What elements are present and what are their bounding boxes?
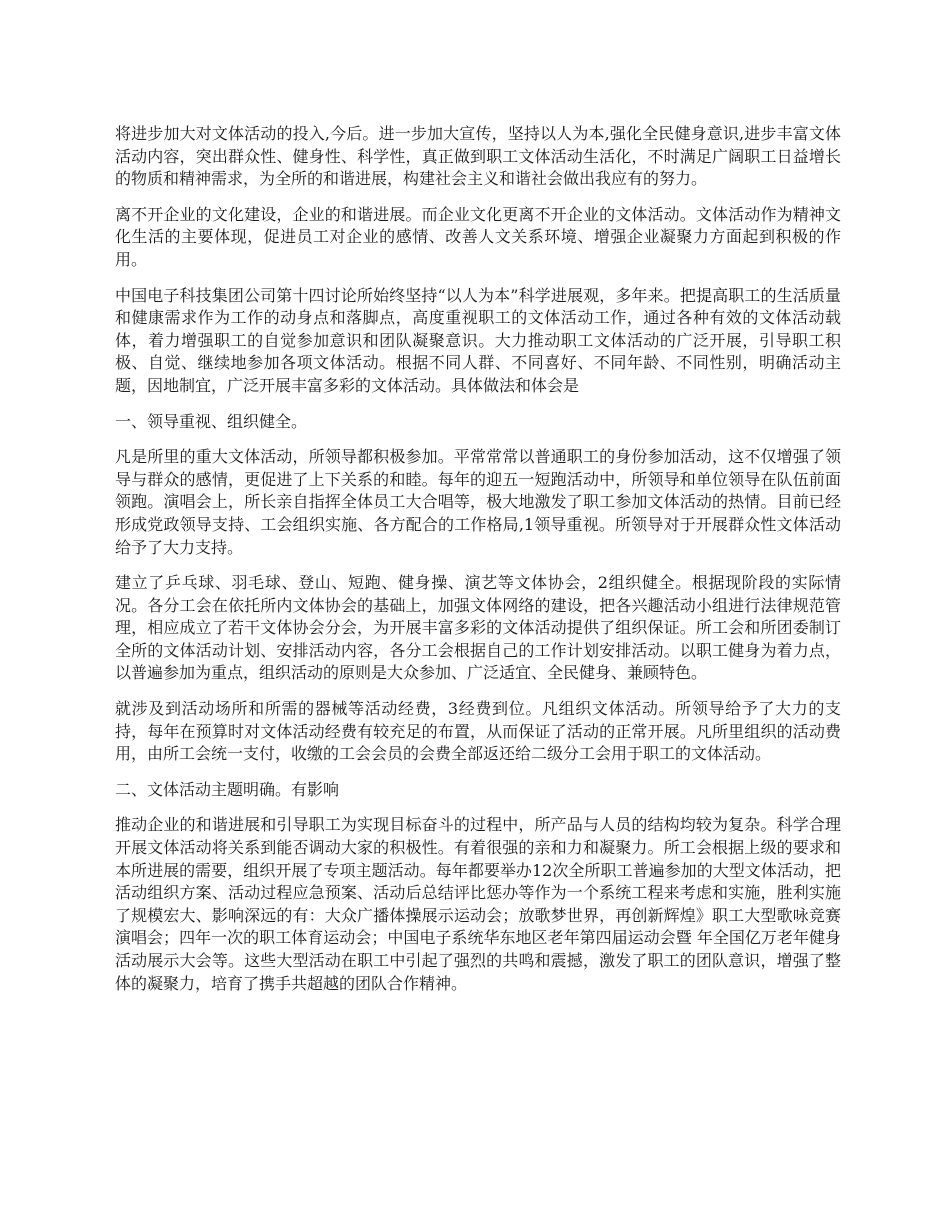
paragraph-funding: 就涉及到活动场所和所需的器械等活动经费，3经费到位。凡组织文体活动。所领导给予了大力的支持，每年在预算时对文体活动经费有较充足的布置，从而保证了活动的正常开展。凡所里组织的活动费用，由所工会统一支付，收缴的工会会员的会费全部返还给二级分工会用于职工的文体活动。 [115,699,841,764]
section-heading-leadership: 一、领导重视、组织健全。 [115,411,308,431]
document-body [115,123,841,1008]
paragraph-themes: 推动企业的和谐进展和引导职工为实现目标奋斗的过程中，所产品与人员的结构均较为复杂。科学合理开展文体活动将关系到能否调动大家的积极性。有着很强的亲和力和凝聚力。所工会根据上级的要求和本所进展的需要，组织开展了专项主题活动。每年都要举办12次全所职工普遍参加的大型文体活动，把活动组织方案、活动过程应急预案、活动后总结评比惩办等作为一个系统工程来考虑和实施，胜利实施了规模宏大、影响深远的有：大众广播体操展示运动会；放歌梦世界，再创新辉煌》职工大型歌咏竞赛演唱会；四年一次的职工体育运动会；中国电子系统华东地区老年第四届运动会暨 年全国亿万老年健身活动展示大会等。这些大型活动在职工中引起了强烈的共鸣和震撼，激发了职工的团队意识，增强了整体的凝聚力，培育了携手共超越的团队合作精神。 [115,815,841,993]
section-heading-themes: 二、文体活动主题明确。有影响 [115,779,340,799]
paragraph-leadership: 凡是所里的重大文体活动，所领导都积极参加。平常常常以普通职工的身份参加活动，这不仅增强了领导与群众的感情，更促进了上下关系的和睦。每年的迎五一短跑活动中，所领导和单位领导在队伍前面领跑。演唱会上，所长亲自指挥全体员工大合唱等，极大地激发了职工参加文体活动的热情。目前已经形成党政领导支持、工会组织实施、各方配合的工作格局,1领导重视。所领导对于开展群众性文体活动给予了大力支持。 [115,447,841,557]
paragraph-organization: 建立了乒乓球、羽毛球、登山、短跑、健身操、演艺等文体协会，2组织健全。根据现阶段的实际情况。各分工会在依托所内文体协会的基础上，加强文体网络的建设，把各兴趣活动小组进行法律规范管理，相应成立了若干文体协会分会，为开展丰富多彩的文体活动提供了组织保证。所工会和所团委制订全所的文体活动计划、安排活动内容，各分工会根据自己的工作计划安排活动。以职工健身为着力点，以普遍参加为重点，组织活动的原则是大众参加、广泛适宜、全民健身、兼顾特色。 [115,573,841,683]
paragraph-institute-intro: 中国电子科技集团公司第十四讨论所始终坚持“以人为本”科学进展观，多年来。把提高职工的生活质量和健康需求作为工作的动身点和落脚点，高度重视职工的文体活动工作，通过各种有效的文体活动载体，着力增强职工的自觉参加意识和团队凝聚意识。大力推动职工文体活动的广泛开展，引导职工积极、自觉、继续地参加各项文体活动。根据不同人群、不同喜好、不同年龄、不同性别，明确活动主题，因地制宜，广泛开展丰富多彩的文体活动。具体做法和体会是 [115,285,841,395]
paragraph-culture: 离不开企业的文化建设，企业的和谐进展。而企业文化更离不开企业的文体活动。文体活动作为精神文化生活的主要体现，促进员工对企业的感情、改善人文关系环境、增强企业凝聚力方面起到积极的作用。 [115,204,841,269]
paragraph-outlook: 将进步加大对文体活动的投入,今后。进一步加大宣传，坚持以人为本,强化全民健身意识,进步丰富文体活动内容，突出群众性、健身性、科学性，真正做到职工文体活动生活化，不时满足广阔职工日益增长的物质和精神需求，为全所的和谐进展，构建社会主义和谐社会做出我应有的努力。 [115,124,841,189]
